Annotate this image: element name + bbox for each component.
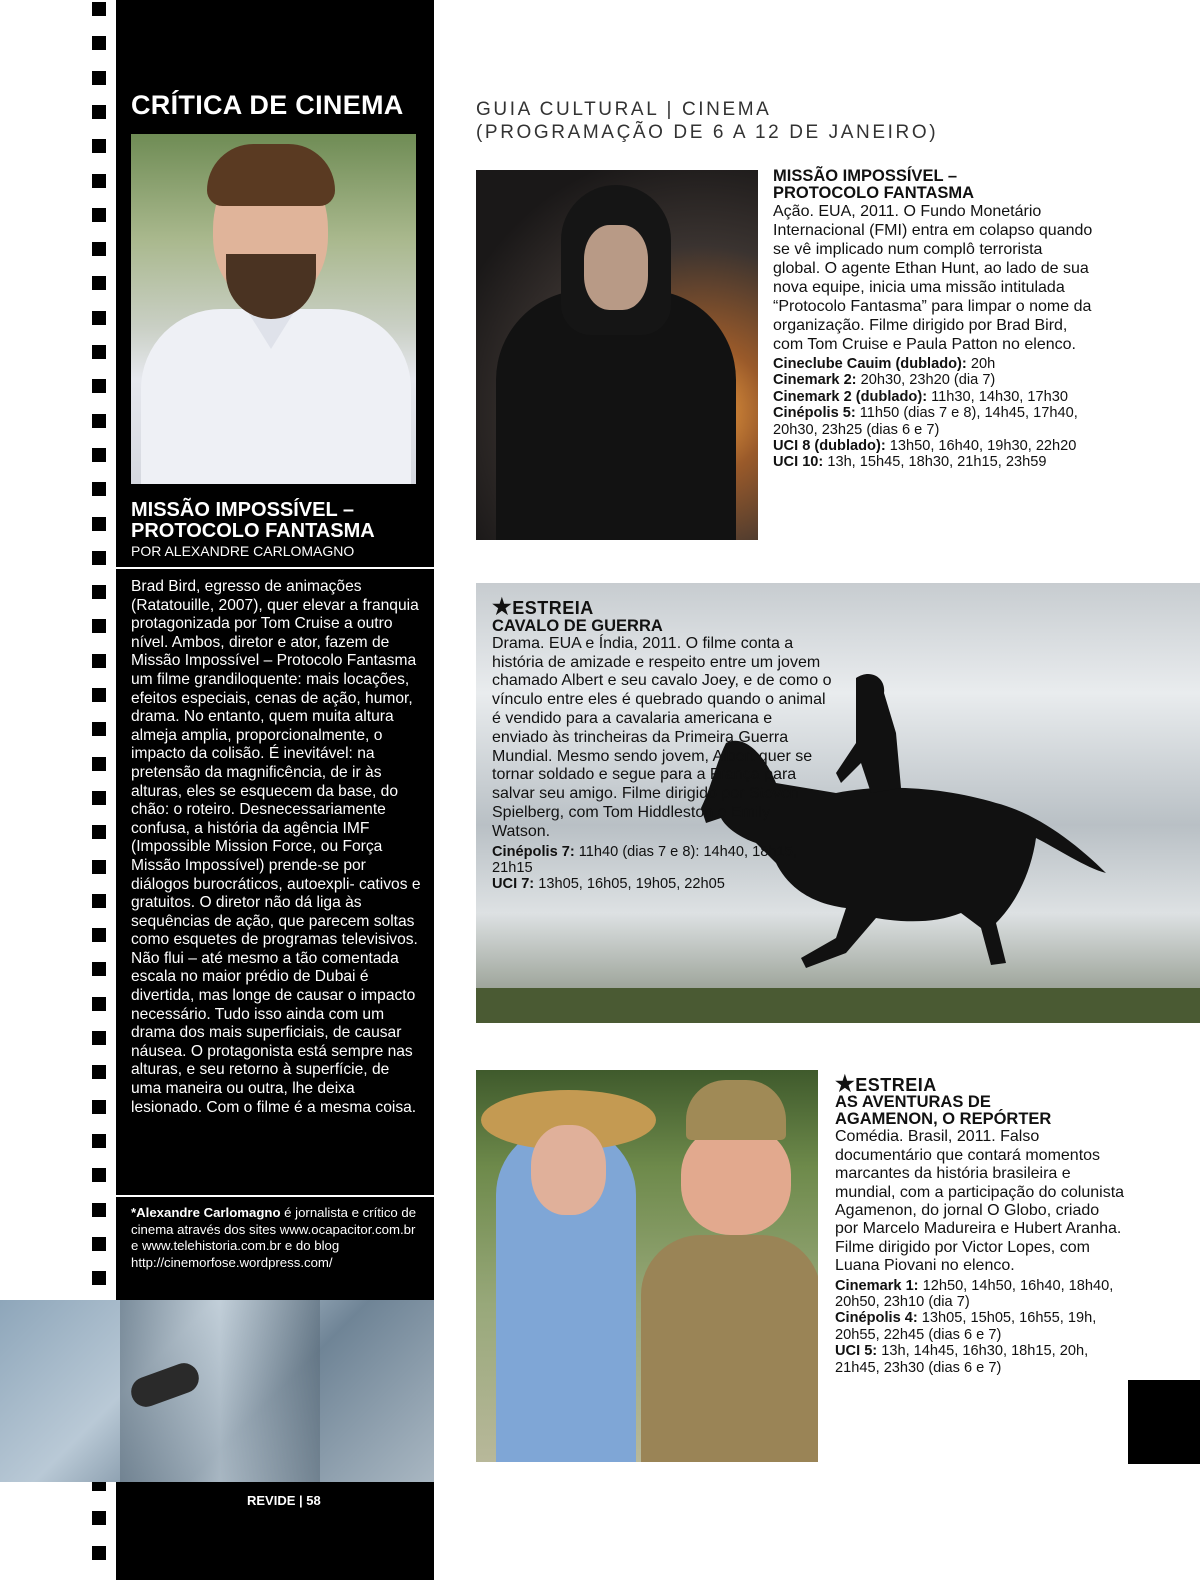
film-hole [92,139,106,153]
critic-name: *Alexandre Carlomagno [131,1205,281,1220]
film-hole [92,36,106,50]
film-hole [92,482,106,496]
film-hole [92,414,106,428]
film-hole [92,551,106,565]
guide-subtitle: (PROGRAMAÇÃO DE 6 A 12 DE JANEIRO) [476,122,939,143]
showtime-row: Cinemark 2 (dublado): 11h30, 14h30, 17h30 [773,388,1068,405]
film-hole [92,1511,106,1525]
star-icon: ★ [835,1071,856,1096]
film-hole [92,928,106,942]
film-synopsis: Drama. EUA e Índia, 2011. O filme conta a história de amizade e respeito entre um jovem chamado Albert e seu cavalo Joey, e de como o vínculo entre eles é quebrado quando o animal é vendido para a cavalaria americana e enviado às trincheiras da Primeira Guerra Mundial. Mesmo sendo jovem, Albert quer se tornar soldado e segue para a França para salvar seu amigo. Filme dirigido por Steven Spielberg, com Tom Hiddleston e Emily Watson. [492,634,832,840]
byline: POR ALEXANDRE CARLOMAGNO [131,543,355,559]
film-hole [92,1065,106,1079]
film-hole [92,1271,106,1285]
film-hole [92,379,106,393]
film-hole [92,448,106,462]
showtime-row: Cinemark 2: 20h30, 23h20 (dia 7) [773,372,996,389]
film-hole [92,1134,106,1148]
film-hole [92,1100,106,1114]
section-title: CRÍTICA DE CINEMA [131,90,404,120]
premiere-tag: ★ESTREIA [492,594,594,619]
film-hole [92,345,106,359]
film-hole [92,174,106,188]
film-hole [92,1203,106,1217]
showtime-row: UCI 10: 13h, 15h45, 18h30, 21h15, 23h59 [773,454,1047,471]
showtime-row: UCI 7: 13h05, 16h05, 19h05, 22h05 [492,876,725,893]
film-title: MISSÃO IMPOSSÍVEL – [773,167,957,185]
dubai-climb-photo [0,1300,434,1482]
film-hole [92,311,106,325]
film-hole [92,585,106,599]
guide-title: GUIA CULTURAL | CINEMA [476,99,772,120]
showtime-row: Cinépolis 7: 11h40 (dias 7 e 8): 14h40, 18h15, 21h15 [492,843,797,876]
film-hole [92,791,106,805]
critic-photo [131,134,416,484]
film-hole [92,654,106,668]
mission-impossible-photo [476,170,758,540]
showtimes-list [835,1278,1125,1376]
film-synopsis: Ação. EUA, 2011. O Fundo Monetário Internacional (FMI) entra em colapso quando se vê implicado num complô terrorista global. O agente Ethan Hunt, ao lado de sua nova equipe, inicia uma missão intitulada “Protocolo Fantasma” para limpar o nome da organização. Filme dirigido por Brad Bird, com Tom Cruise e Paula Patton no elenco. [773,203,1093,353]
page-tab-marker [1128,1380,1200,1464]
film-hole [92,757,106,771]
film-hole [92,688,106,702]
film-hole [92,997,106,1011]
film-hole [92,860,106,874]
critic-bio-text: é jornalista e crítico de cinema através dos sites www.ocapacitor.com.br e www.telehistoria.com.br e do blog http://cinemorfose.wordpress.com/ [131,1205,417,1270]
film-hole [92,71,106,85]
review-text: Brad Bird, egresso de animações (Ratatouille, 2007), quer elevar a franquia protagonizada por Tom Cruise a outro nível. Ambos, diretor e ator, fazem de Missão Impossível – Protocolo Fantasma um filme grandiloquente: mais locações, efeitos especiais, cenas de ação, humor, drama. No entanto, quem muita altura almeja amplia, proporcionalmente, o impacto da colisão. É inevitável: na pretensão da magnificência, de ir às alturas, eles se esquecem da base, do chão: o roteiro. Desnecessariamente confusa, a história da agência IMF (Impossible Mission Force, ou Força Missão Impossível) prende-se por diálogos burocráticos, autoexpli- cativos e gratuitos. O diretor não dá liga às sequências de ação, que parecem soltas como esquetes de programas televisivos. Não flui – até mesmo a tão comentada escala no maior prédio de Dubai é divertida, mas longe de causar o impacto necessário. Tudo isso ainda com um drama dos mais superficiais, de causar náusea. O protagonista está sempre nas alturas, e seu retorno à superfície, de uma maneira ou outra, lhe deixa lesionado. Com o filme é a mesma coisa. [131,578,421,1116]
showtime-row: UCI 5: 13h, 14h45, 16h30, 18h15, 20h, 21h45, 23h30 (dias 6 e 7) [835,1343,1089,1376]
film-entry-agamenon [835,1071,1125,1376]
film-hole [92,1031,106,1045]
showtime-row: Cinépolis 4: 13h05, 15h05, 16h55, 19h, 20h55, 22h45 (dias 6 e 7) [835,1310,1097,1343]
film-hole [92,2,106,16]
film-title: AGAMENON, O REPÓRTER [835,1110,1052,1129]
film-hole [92,276,106,290]
film-hole [92,619,106,633]
showtime-row: Cinemark 1: 12h50, 14h50, 16h40, 18h40, 20h50, 23h10 (dia 7) [835,1277,1114,1311]
film-entry-war-horse [492,594,832,893]
film-hole [92,208,106,222]
premiere-tag: ★ESTREIA [835,1071,937,1096]
film-title: AS AVENTURAS DE [835,1093,991,1112]
film-synopsis: Comédia. Brasil, 2011. Falso documentário que contará momentos marcantes da história brasileira e mundial, com a participação do colunista Agamenon, do jornal O Globo, criado por Marcelo Madureira e Hubert Aranha. Filme dirigido por Victor Lopes, com Luana Piovani no elenco. [835,1128,1125,1275]
showtime-row: UCI 8 (dublado): 13h50, 16h40, 19h30, 22h20 [773,438,1077,455]
showtimes-list [773,356,1093,471]
page-footer: REVIDE | 58 [247,1493,321,1508]
showtimes-list [492,844,832,893]
film-hole [92,722,106,736]
critic-bio [131,1205,421,1271]
showtime-row: Cinépolis 5: 11h50 (dias 7 e 8), 14h45, 17h40, 20h30, 23h25 (dias 6 e 7) [773,405,1078,438]
film-hole [92,242,106,256]
film-hole [92,517,106,531]
film-title: PROTOCOLO FANTASMA [773,184,975,202]
star-icon: ★ [492,594,513,619]
film-hole [92,1237,106,1251]
divider [116,567,434,569]
film-hole [92,1168,106,1182]
film-hole [92,894,106,908]
review-film-title: MISSÃO IMPOSSÍVEL – PROTOCOLO FANTASMA [131,499,375,542]
film-hole [92,825,106,839]
film-hole [92,962,106,976]
film-hole [92,1546,106,1560]
showtime-row: Cineclube Cauim (dublado): 20h [773,356,996,372]
film-entry-mission-impossible [773,168,1093,471]
film-hole [92,105,106,119]
guide-header [476,98,938,144]
agamenon-photo [476,1070,818,1462]
film-title: CAVALO DE GUERRA [492,616,663,635]
divider [116,1195,434,1197]
